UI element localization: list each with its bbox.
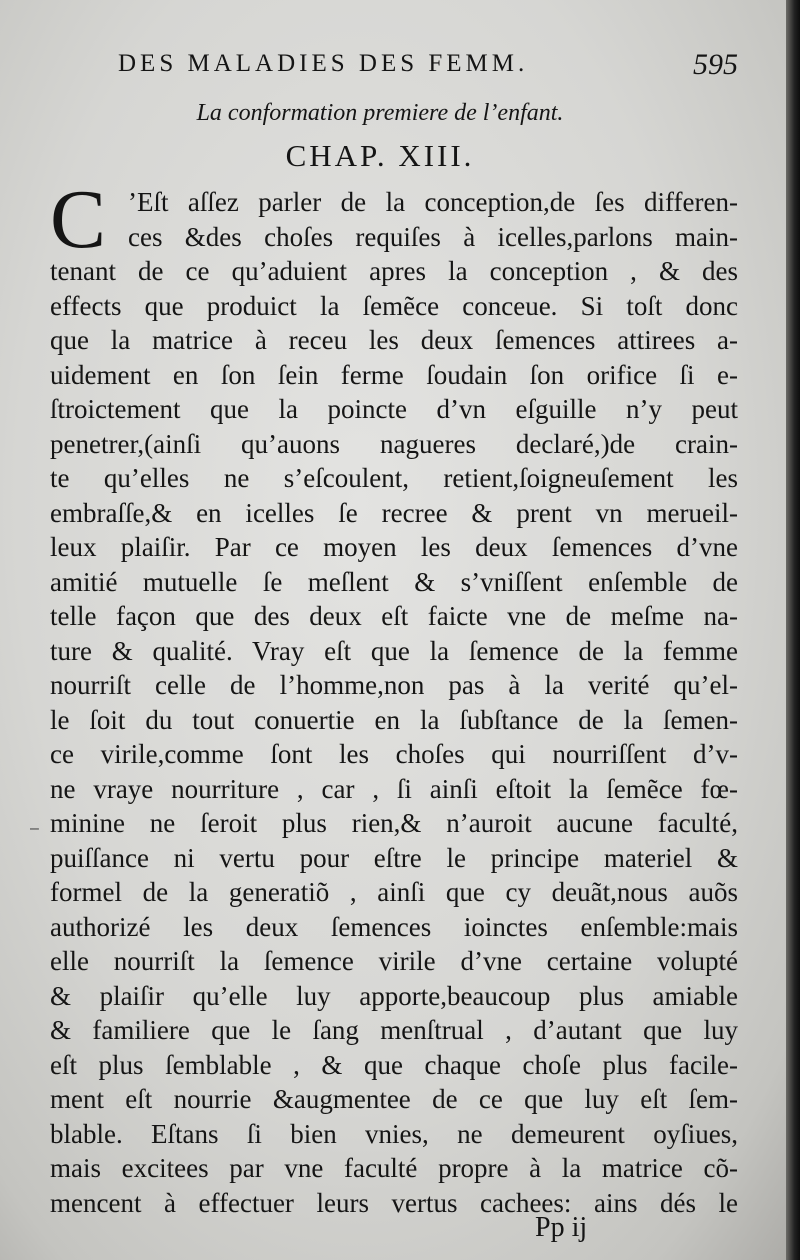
- text-line: embraſſe,& en icelles ſe recree & prent vn merueil-: [50, 497, 738, 528]
- text-line: & familiere que le ſang menſtrual , d’autant que luy: [50, 1015, 738, 1045]
- text-line: puiſſance ni vertu pour eſtre le principe materiel &: [50, 842, 738, 873]
- text-line: elle nourriſt la ſemence virile d’vne certaine volupté: [50, 946, 738, 976]
- text-line: mais excitees par vne faculté propre à la matrice cõ-: [50, 1153, 738, 1183]
- text-line: formel de la generatiõ , ainſi que cy deuãt,nous auõs: [50, 877, 738, 907]
- text-line: leux plaiſir. Par ce moyen les deux ſemences d’vne: [50, 532, 738, 562]
- text-line: & plaiſir qu’elle luy apporte,beaucoup plus amiable: [50, 980, 738, 1011]
- text-line: mencent à effectuer leurs vertus cachees: ains dés le: [50, 1187, 738, 1218]
- page-number: 595: [693, 48, 738, 81]
- text-line: ces &des choſes requiſes à icelles,parlons main-: [128, 221, 738, 252]
- chapter-subtitle: La conformation premiere de l’enfant.: [196, 100, 564, 126]
- body-text: [50, 173, 738, 1220]
- text-line: ture & qualité. Vray eſt que la ſemence de la femme: [50, 635, 738, 666]
- text-line: authorizé les deux ſemences ioinctes enſemble:mais: [50, 911, 738, 942]
- page-gutter-shadow: [786, 0, 800, 1260]
- text-line: effects que produict la ſemẽce conceue. Si toſt donc: [50, 290, 738, 321]
- text-line: penetrer,(ainſi qu’auons nagueres declaré,)de crain-: [50, 428, 738, 459]
- text-line: minine ne ſeroit plus rien,& n’auroit aucune faculté,: [50, 808, 738, 838]
- signature-mark: Pp ij: [535, 1212, 588, 1243]
- text-line: uidement en ſon ſein ferme ſoudain ſon orifice ſi e-: [50, 359, 738, 390]
- text-line: nourriſt celle de l’homme,non pas à la verité qu’el-: [50, 670, 738, 700]
- text-line: eſt plus ſemblable , & que chaque choſe plus facile-: [50, 1049, 738, 1080]
- text-line: te qu’elles ne s’eſcoulent, retient,ſoigneuſement les: [50, 463, 738, 493]
- running-head: DES MALADIES DES FEMM.: [118, 50, 529, 77]
- text-line: telle façon que des deux eſt faicte vne de meſme na-: [50, 601, 738, 631]
- text-line: ’Eſt aſſez parler de la conception,de ſes differen-: [128, 187, 738, 217]
- text-line: que la matrice à receu les deux ſemences attirees a-: [50, 325, 738, 355]
- text-line: ce virile,comme ſont les choſes qui nourriſſent d’v-: [50, 739, 738, 769]
- text-line: tenant de ce qu’aduient apres la conception , & des: [50, 256, 738, 286]
- text-line: le ſoit du tout conuertie en la ſubſtance de la ſemen-: [50, 704, 738, 735]
- text-line: ne vraye nourriture , car , ſi ainſi eſtoit la ſemẽce fœ-: [50, 773, 738, 804]
- margin-mark: –: [30, 820, 39, 837]
- text-line: amitié mutuelle ſe meſlent & s’vniſſent enſemble de: [50, 566, 738, 597]
- text-line: ment eſt nourrie &augmentee de ce que luy eſt ſem-: [50, 1084, 738, 1114]
- chapter-heading: CHAP. XIII.: [285, 138, 475, 173]
- text-line: blable. Eſtans ſi bien vnies, ne demeurent oyſiues,: [50, 1118, 738, 1149]
- drop-cap: C: [50, 173, 107, 266]
- page-header: [118, 50, 738, 90]
- text-line: ſtroictement que la poincte d’vn eſguille n’y peut: [50, 394, 738, 424]
